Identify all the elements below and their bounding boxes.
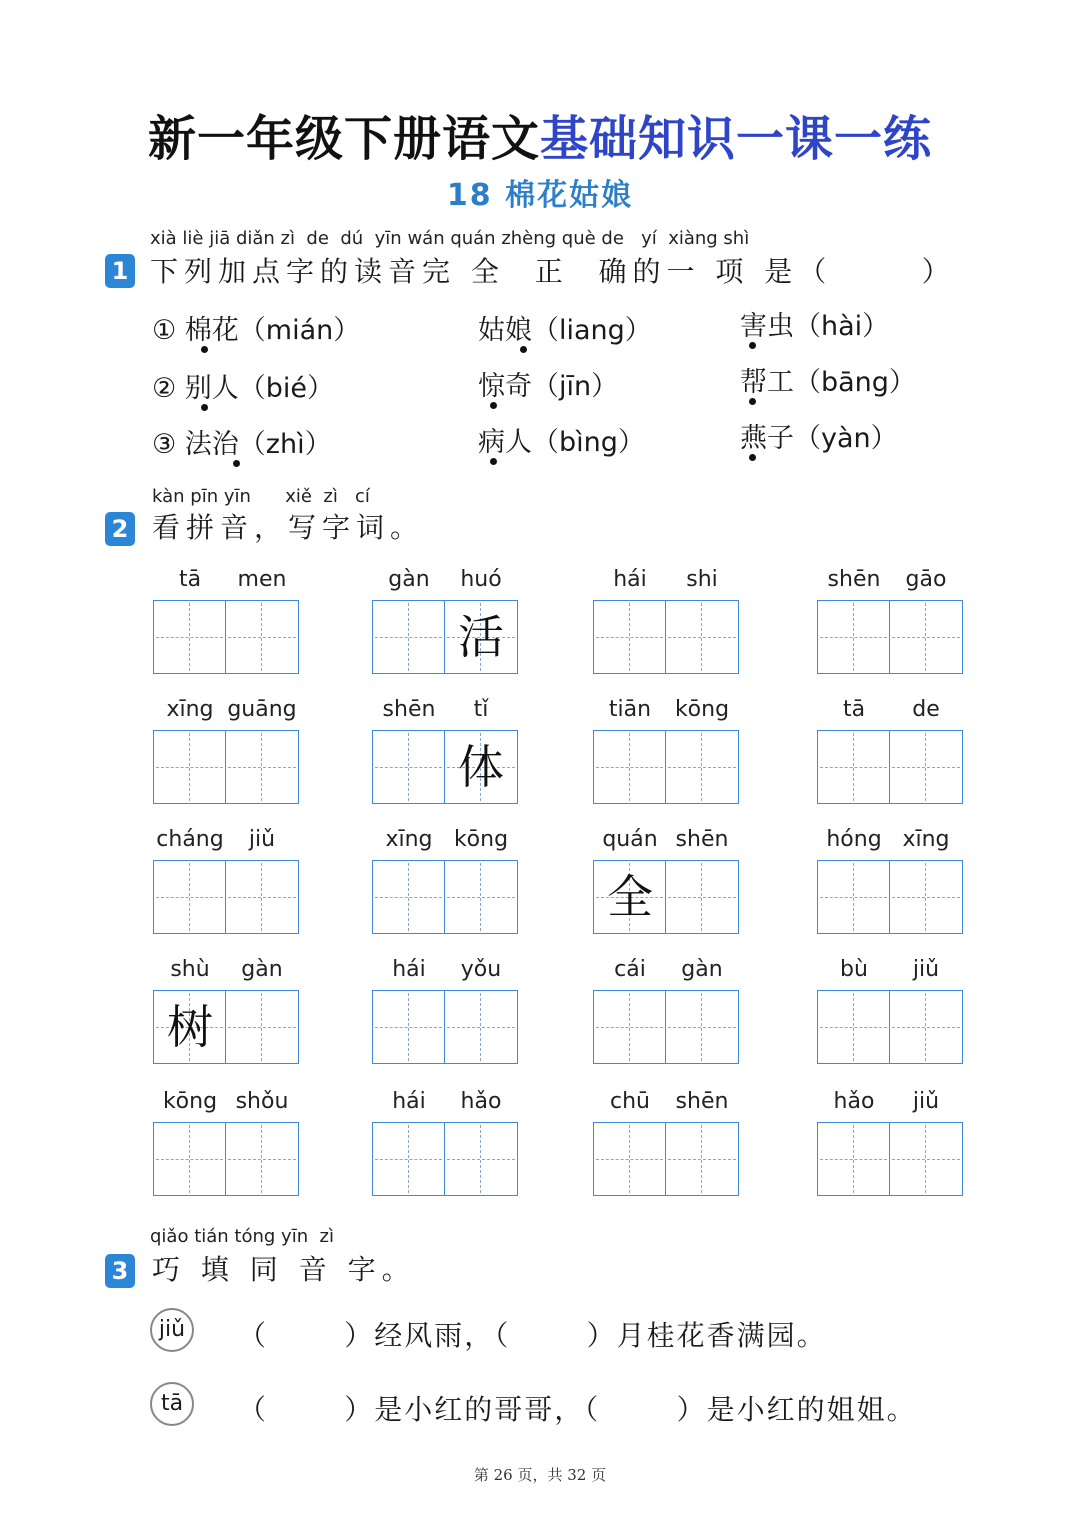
writing-cell[interactable] [154,991,226,1063]
example-character: 体 [458,740,504,794]
tianzige-box[interactable] [817,567,963,674]
example-character [373,601,445,673]
writing-cell[interactable] [818,861,890,933]
emphasis-dot [749,398,756,405]
writing-cell[interactable] [890,1123,962,1195]
writing-cell[interactable] [818,731,890,803]
tianzige-box[interactable] [593,957,739,1064]
writing-cell[interactable] [594,1123,666,1195]
tianzige-box[interactable] [593,827,739,934]
example-character [226,731,298,803]
tianzige-box[interactable] [593,697,739,804]
q2-question: 看拼音，写字词。 [152,511,425,544]
example-character: 树 [167,1000,213,1054]
writing-cell[interactable] [226,861,298,933]
example-character [666,1123,738,1195]
pinyin-syllable: shēn [675,1089,729,1114]
q1-question: 下列加点字的读音完 全 正 确的一 项 是（ ） [150,255,956,288]
pinyin-syllable: xīng [385,827,433,852]
writing-cell[interactable] [818,991,890,1063]
pinyin-syllable: quán [602,827,658,852]
q1-option: 帮工（bāng） [740,367,916,398]
example-character [666,991,738,1063]
emphasis-dot [201,346,208,353]
pinyin-syllable: shi [686,567,718,592]
pinyin-syllable: hái [613,567,647,592]
example-character [818,1123,890,1195]
tianzige-box[interactable] [372,567,518,674]
tianzige-box[interactable] [817,1089,963,1196]
q1-option: ① 棉花（mián） [152,315,361,346]
pinyin-syllable: hǎo [460,1089,502,1114]
pinyin-syllable: kōng [674,697,730,722]
writing-cell[interactable] [666,861,738,933]
pinyin-syllable: jiǔ [248,827,276,852]
writing-cell[interactable] [226,601,298,673]
writing-cell[interactable] [226,731,298,803]
writing-cell[interactable] [154,861,226,933]
example-character [154,731,226,803]
writing-cell[interactable] [666,991,738,1063]
example-character [373,861,445,933]
pinyin-syllable: xīng [902,827,950,852]
example-character [594,601,666,673]
q1-option: 害虫（hài） [740,311,890,342]
example-character [890,601,962,673]
pinyin-syllable: shēn [827,567,881,592]
q2-pinyin: kàn pīn yīn xiě zì cí [152,486,370,507]
example-character [445,991,517,1063]
page-footer: 第 26 页，共 32 页 [473,1466,607,1484]
example-character [818,861,890,933]
tianzige-box[interactable] [372,1089,518,1196]
writing-cell[interactable] [594,731,666,803]
emphasis-dot [233,460,240,467]
writing-cell[interactable] [594,861,666,933]
pinyin-syllable: gàn [681,957,723,982]
pinyin-syllable: hǎo [833,1089,875,1114]
example-character [594,1123,666,1195]
example-character [226,1123,298,1195]
pinyin-syllable: guāng [227,697,297,722]
example-character [226,991,298,1063]
example-character [373,731,445,803]
pinyin-syllable: shǒu [235,1089,289,1114]
tianzige-box[interactable] [593,1089,739,1196]
pinyin-syllable: hái [392,1089,426,1114]
example-character [154,601,226,673]
pinyin-syllable: kōng [453,827,509,852]
writing-cell[interactable] [445,601,517,673]
q1-option: 病人（bìng） [478,427,645,458]
tianzige-box[interactable] [372,827,518,934]
q1-number-badge: 1 [105,254,135,288]
writing-cell[interactable] [666,1123,738,1195]
writing-cell[interactable] [373,861,445,933]
pinyin-syllable: shù [170,957,210,982]
writing-cell[interactable] [890,601,962,673]
example-character [890,1123,962,1195]
writing-cell[interactable] [818,601,890,673]
q2-number-badge: 2 [105,512,135,546]
tianzige-box[interactable] [153,827,299,934]
example-character [666,731,738,803]
pinyin-syllable: men [237,567,287,592]
page-title [0,100,1080,169]
writing-cell[interactable] [445,731,517,803]
example-character [818,601,890,673]
writing-cell[interactable] [890,991,962,1063]
emphasis-dot [201,404,208,411]
pinyin-syllable: tā [842,697,866,722]
q3-number-badge: 3 [105,1254,135,1288]
tianzige-box[interactable] [372,957,518,1064]
pinyin-tag-bubble: jiǔ [150,1308,194,1352]
tianzige-box[interactable] [153,1089,299,1196]
pinyin-syllable: cái [614,957,646,982]
tianzige-box[interactable] [817,957,963,1064]
writing-cell[interactable] [373,731,445,803]
example-character [445,861,517,933]
example-character [373,1123,445,1195]
pinyin-syllable: tiān [608,697,652,722]
writing-cell[interactable] [594,601,666,673]
example-character [818,991,890,1063]
pinyin-syllable: cháng [156,827,224,852]
writing-cell[interactable] [445,991,517,1063]
tianzige-box[interactable] [153,957,299,1064]
q1-option: 惊奇（jīn） [478,371,619,402]
pinyin-syllable: jiǔ [912,1089,940,1114]
writing-cell[interactable] [226,1123,298,1195]
fill-blank-sentence[interactable]: （ ）是小红的哥哥，（ ）是小红的姐姐。 [238,1393,917,1426]
writing-cell[interactable] [666,731,738,803]
q1-option: 燕子（yàn） [740,423,898,454]
q3-question: 巧 填 同 音 字。 [152,1253,416,1286]
example-character [373,991,445,1063]
pinyin-tag-bubble: tā [150,1382,194,1426]
example-character [666,861,738,933]
example-character [226,601,298,673]
example-character [594,731,666,803]
pinyin-syllable: shēn [675,827,729,852]
pinyin-syllable: tǐ [473,697,489,722]
title-part-1: 新一年级下册语文 [147,111,540,167]
q3-pinyin: qiǎo tián tóng yīn zì [150,1226,334,1247]
tianzige-box[interactable] [817,827,963,934]
q1-option: ③ 法治（zhì） [152,429,332,460]
writing-cell[interactable] [154,731,226,803]
emphasis-dot [749,342,756,349]
emphasis-dot [490,458,497,465]
emphasis-dot [520,346,527,353]
writing-cell[interactable] [594,991,666,1063]
pinyin-syllable: xīng [166,697,214,722]
pinyin-syllable: de [912,697,940,722]
pinyin-syllable: yǒu [460,957,502,982]
tianzige-box[interactable] [153,567,299,674]
example-character [594,991,666,1063]
example-character [445,1123,517,1195]
pinyin-syllable: hái [392,957,426,982]
writing-cell[interactable] [373,991,445,1063]
example-character [890,991,962,1063]
pinyin-syllable: huó [460,567,502,592]
writing-cell[interactable] [445,861,517,933]
writing-cell[interactable] [226,991,298,1063]
emphasis-dot [490,402,497,409]
writing-cell[interactable] [154,601,226,673]
q1-option: 姑娘（liang） [478,315,652,346]
example-character [154,1123,226,1195]
example-character: 全 [607,870,653,924]
example-character [666,601,738,673]
tianzige-box[interactable] [593,567,739,674]
example-character [818,731,890,803]
example-character [890,731,962,803]
pinyin-syllable: jiǔ [912,957,940,982]
q1-pinyin: xià liè jiā diǎn zì de dú yīn wán quán zhèng què de yí xiàng shì [150,228,750,249]
tianzige-box[interactable] [153,697,299,804]
q1-option: ② 别人（bié） [152,373,335,404]
writing-cell[interactable] [890,731,962,803]
tianzige-box[interactable] [372,697,518,804]
example-character: 活 [458,610,504,664]
pinyin-syllable: hóng [826,827,882,852]
writing-cell[interactable] [373,601,445,673]
pinyin-syllable: chū [610,1089,650,1114]
pinyin-syllable: gàn [241,957,283,982]
emphasis-dot [749,454,756,461]
pinyin-syllable: bù [840,957,868,982]
writing-cell[interactable] [666,601,738,673]
writing-cell[interactable] [890,861,962,933]
pinyin-syllable: kōng [162,1089,218,1114]
fill-blank-sentence[interactable]: （ ）经风雨，（ ）月桂花香满园。 [238,1319,827,1352]
writing-cell[interactable] [373,1123,445,1195]
writing-cell[interactable] [445,1123,517,1195]
example-character [226,861,298,933]
tianzige-box[interactable] [817,697,963,804]
pinyin-syllable: tā [178,567,202,592]
writing-cell[interactable] [818,1123,890,1195]
writing-cell[interactable] [154,1123,226,1195]
example-character [890,861,962,933]
lesson-title: 18 棉花姑娘 [446,178,634,213]
example-character [154,861,226,933]
pinyin-syllable: gàn [388,567,430,592]
title-part-2: 基础知识一课一练 [540,111,933,167]
pinyin-syllable: shēn [382,697,436,722]
pinyin-syllable: gāo [905,567,947,592]
